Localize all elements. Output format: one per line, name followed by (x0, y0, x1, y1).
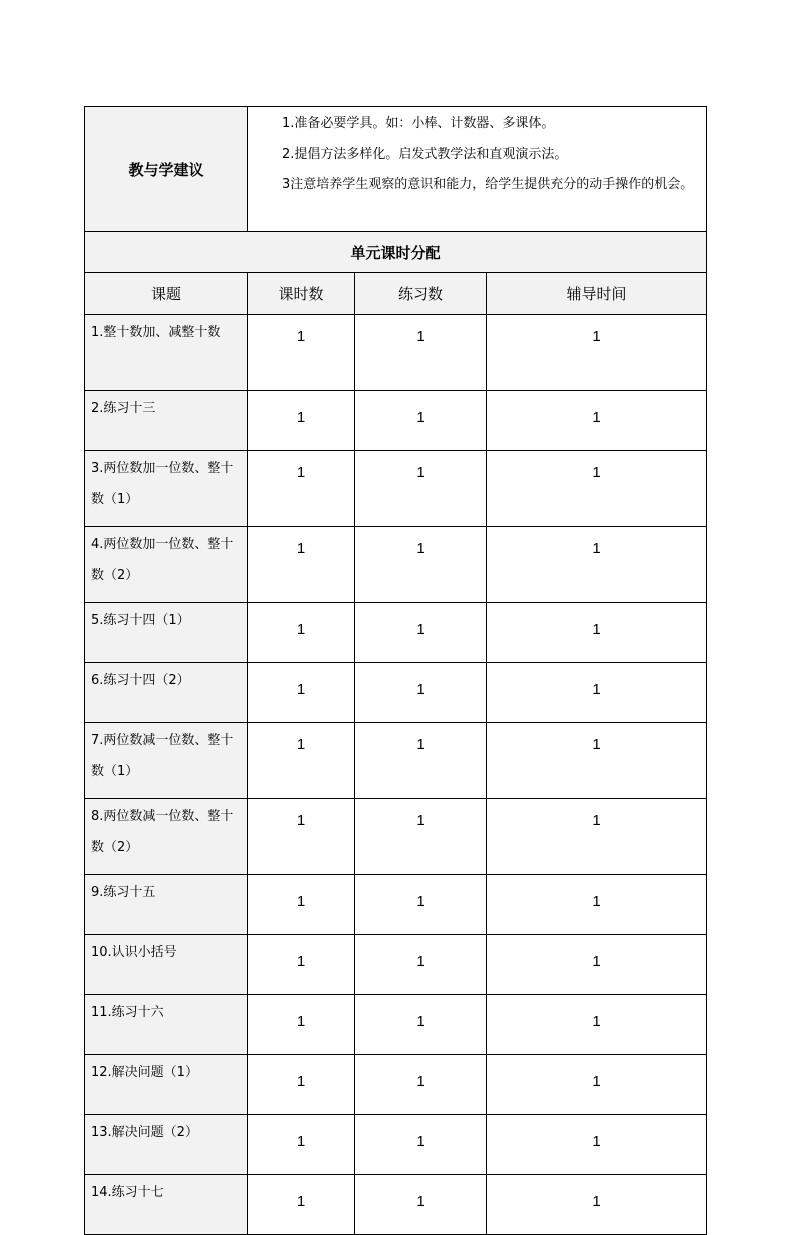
row-exercises: 1 (355, 995, 487, 1055)
table-row (85, 1175, 707, 1235)
row-topic: 12.解决问题（1） (85, 1055, 248, 1115)
row-tutoring: 1 (487, 527, 707, 603)
row-exercises: 1 (355, 527, 487, 603)
table-row (85, 391, 707, 451)
table-row (85, 603, 707, 663)
row-topic: 7.两位数减一位数、整十数（1） (85, 723, 248, 799)
row-tutoring: 1 (487, 1175, 707, 1235)
row-tutoring: 1 (487, 603, 707, 663)
suggestion-item: 3注意培养学生观察的意识和能力，给学生提供充分的动手操作的机会。 (282, 177, 694, 192)
table-row (85, 527, 707, 603)
row-tutoring: 1 (487, 451, 707, 527)
row-topic: 2.练习十三 (85, 391, 248, 451)
table-row (85, 723, 707, 799)
table-row (85, 315, 707, 391)
header-topic: 课题 (85, 273, 248, 315)
row-tutoring: 1 (487, 723, 707, 799)
row-exercises: 1 (355, 935, 487, 995)
row-topic: 9.练习十五 (85, 875, 248, 935)
row-hours: 1 (248, 875, 355, 935)
document-page (84, 106, 706, 1235)
suggestions-row (85, 107, 707, 232)
row-hours: 1 (248, 995, 355, 1055)
row-tutoring: 1 (487, 1115, 707, 1175)
row-exercises: 1 (355, 1055, 487, 1115)
row-hours: 1 (248, 315, 355, 391)
row-hours: 1 (248, 1115, 355, 1175)
row-tutoring: 1 (487, 995, 707, 1055)
row-exercises: 1 (355, 603, 487, 663)
row-topic: 11.练习十六 (85, 995, 248, 1055)
row-exercises: 1 (355, 1115, 487, 1175)
header-tutoring: 辅导时间 (487, 273, 707, 315)
row-hours: 1 (248, 663, 355, 723)
allocation-title: 单元课时分配 (85, 232, 707, 273)
row-tutoring: 1 (487, 391, 707, 451)
row-hours: 1 (248, 1055, 355, 1115)
table-row (85, 1115, 707, 1175)
table-row (85, 875, 707, 935)
suggestion-item: 1.准备必要学具。如：小棒、计数器、多课体。 (282, 116, 555, 131)
row-topic: 4.两位数加一位数、整十数（2） (85, 527, 248, 603)
row-hours: 1 (248, 603, 355, 663)
row-tutoring: 1 (487, 1055, 707, 1115)
header-hours: 课时数 (248, 273, 355, 315)
row-topic: 1.整十数加、减整十数 (85, 315, 248, 391)
row-tutoring: 1 (487, 935, 707, 995)
row-exercises: 1 (355, 723, 487, 799)
allocation-header-row (85, 273, 707, 315)
row-hours: 1 (248, 527, 355, 603)
allocation-title-row (85, 232, 707, 273)
row-hours: 1 (248, 799, 355, 875)
row-hours: 1 (248, 935, 355, 995)
row-tutoring: 1 (487, 875, 707, 935)
row-tutoring: 1 (487, 315, 707, 391)
row-topic: 14.练习十七 (85, 1175, 248, 1235)
row-hours: 1 (248, 451, 355, 527)
table-row (85, 1055, 707, 1115)
suggestions-label: 教与学建议 (85, 107, 248, 232)
table-row (85, 935, 707, 995)
table-row (85, 663, 707, 723)
lesson-plan-table (84, 106, 707, 1235)
row-exercises: 1 (355, 391, 487, 451)
suggestion-item: 2.提倡方法多样化。启发式教学法和直观演示法。 (282, 146, 568, 162)
row-hours: 1 (248, 723, 355, 799)
row-tutoring: 1 (487, 663, 707, 723)
table-row (85, 995, 707, 1055)
row-topic: 3.两位数加一位数、整十数（1） (85, 451, 248, 527)
row-topic: 13.解决问题（2） (85, 1115, 248, 1175)
table-row (85, 799, 707, 875)
suggestions-content (248, 107, 707, 232)
row-topic: 6.练习十四（2） (85, 663, 248, 723)
row-topic: 10.认识小括号 (85, 935, 248, 995)
row-hours: 1 (248, 1175, 355, 1235)
row-exercises: 1 (355, 875, 487, 935)
row-exercises: 1 (355, 315, 487, 391)
row-topic: 8.两位数减一位数、整十数（2） (85, 799, 248, 875)
row-topic: 5.练习十四（1） (85, 603, 248, 663)
row-exercises: 1 (355, 451, 487, 527)
row-exercises: 1 (355, 663, 487, 723)
table-row (85, 451, 707, 527)
row-tutoring: 1 (487, 799, 707, 875)
row-exercises: 1 (355, 799, 487, 875)
header-exercises: 练习数 (355, 273, 487, 315)
row-exercises: 1 (355, 1175, 487, 1235)
row-hours: 1 (248, 391, 355, 451)
